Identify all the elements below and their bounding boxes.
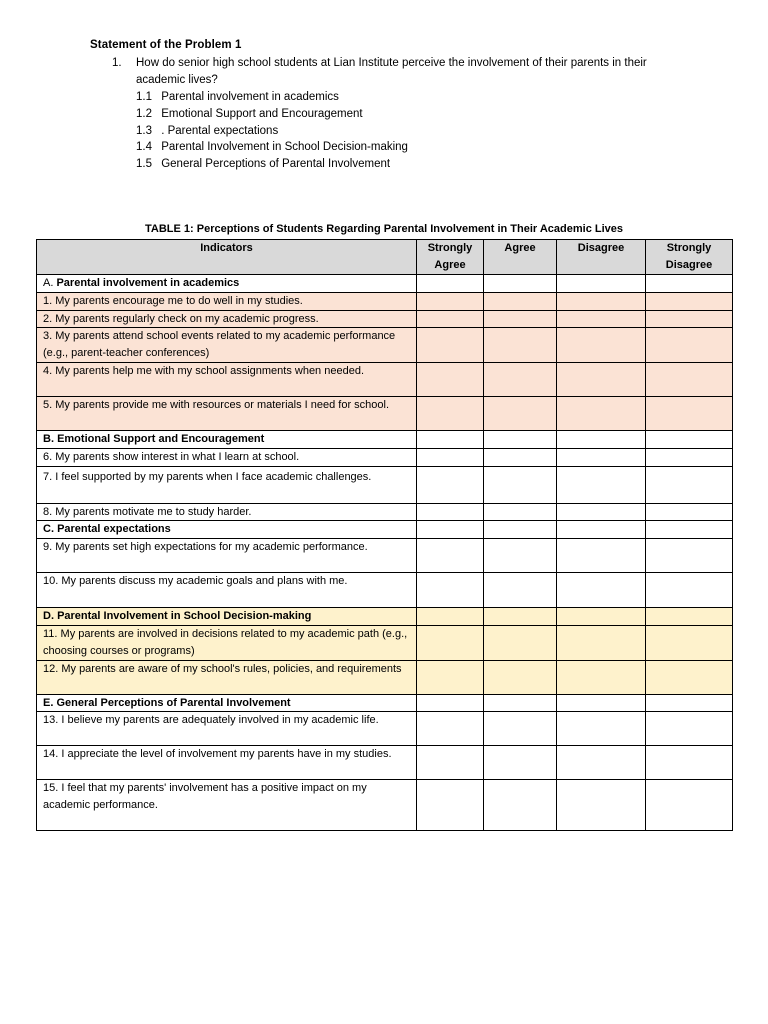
response-cell[interactable]: [646, 660, 733, 694]
response-cell: [484, 608, 557, 626]
response-cell: [646, 430, 733, 448]
indicator-cell: 1. My parents encourage me to do well in my studies.: [37, 292, 417, 310]
indicator-cell: 3. My parents attend school events related to my academic performance (e.g., parent-teacher conferences): [37, 328, 417, 363]
response-cell: [646, 608, 733, 626]
section-title: [37, 430, 417, 448]
response-cell[interactable]: [417, 362, 484, 396]
indicator-cell: 6. My parents show interest in what I learn at school.: [37, 448, 417, 466]
indicator-cell: 13. I believe my parents are adequately involved in my academic life.: [37, 712, 417, 746]
section-title: [37, 275, 417, 293]
table-row: [37, 625, 733, 660]
response-cell[interactable]: [417, 712, 484, 746]
sub-question: [136, 123, 408, 140]
response-cell[interactable]: [557, 625, 646, 660]
table-row: [37, 780, 733, 831]
response-cell[interactable]: [484, 310, 557, 328]
sub-question-text: Emotional Support and Encouragement: [161, 107, 363, 120]
response-cell: [557, 430, 646, 448]
section-row-b: [37, 430, 733, 448]
response-cell[interactable]: [557, 780, 646, 831]
response-cell[interactable]: [557, 292, 646, 310]
response-cell[interactable]: [484, 660, 557, 694]
table-row: [37, 712, 733, 746]
section-row-d: [37, 608, 733, 626]
section-letter: D.: [43, 610, 54, 623]
section-letter: C.: [43, 523, 54, 536]
sub-question-text: General Perceptions of Parental Involvement: [161, 158, 391, 171]
sub-question: [136, 139, 408, 156]
response-cell[interactable]: [557, 328, 646, 363]
section-row-c: [37, 521, 733, 539]
response-cell[interactable]: [417, 328, 484, 363]
response-cell: [417, 521, 484, 539]
response-cell[interactable]: [484, 625, 557, 660]
response-cell[interactable]: [484, 712, 557, 746]
indicator-cell: 11. My parents are involved in decisions related to my academic path (e.g., choosing courses or programs): [37, 625, 417, 660]
sub-question-code: 1.2: [136, 107, 152, 120]
response-cell[interactable]: [646, 292, 733, 310]
response-cell[interactable]: [417, 625, 484, 660]
section-name: Parental expectations: [57, 523, 171, 536]
response-cell[interactable]: [646, 573, 733, 608]
response-cell[interactable]: [646, 448, 733, 466]
response-cell[interactable]: [646, 328, 733, 363]
indicator-cell: 14. I appreciate the level of involvement my parents have in my studies.: [37, 746, 417, 780]
response-cell[interactable]: [557, 448, 646, 466]
response-cell: [484, 430, 557, 448]
sub-question-code: 1.4: [136, 141, 152, 154]
question-number: 1.: [112, 57, 122, 69]
perception-table: [36, 239, 733, 831]
sub-question-code: 1.1: [136, 91, 152, 103]
response-cell[interactable]: [557, 539, 646, 573]
response-cell[interactable]: [557, 746, 646, 780]
response-cell[interactable]: [417, 396, 484, 430]
response-cell[interactable]: [417, 310, 484, 328]
section-letter: A.: [43, 277, 54, 289]
sub-question-text: . Parental expectations: [161, 124, 279, 137]
response-cell[interactable]: [484, 292, 557, 310]
response-cell[interactable]: [417, 448, 484, 466]
section-letter: E.: [43, 696, 54, 709]
indicator-cell: 12. My parents are aware of my school's rules, policies, and requirements: [37, 660, 417, 694]
column-header-strongly-agree: Strongly Agree: [417, 240, 484, 275]
response-cell[interactable]: [417, 573, 484, 608]
response-cell[interactable]: [417, 503, 484, 521]
response-cell: [557, 521, 646, 539]
response-cell[interactable]: [646, 503, 733, 521]
column-header-disagree: Disagree: [557, 240, 646, 275]
response-cell[interactable]: [557, 660, 646, 694]
table-row: [37, 503, 733, 521]
column-header-strongly-disagree: Strongly Disagree: [646, 240, 733, 275]
response-cell[interactable]: [484, 780, 557, 831]
table-row: [37, 396, 733, 430]
response-cell: [484, 521, 557, 539]
indicator-cell: 15. I feel that my parents' involvement has a positive impact on my academic performance.: [37, 780, 417, 831]
section-name: General Perceptions of Parental Involvement: [56, 696, 291, 709]
sub-question-code: 1.3: [136, 124, 152, 137]
response-cell[interactable]: [484, 328, 557, 363]
statement-heading: Statement of the Problem 1: [90, 39, 242, 51]
column-header-agree: Agree: [484, 240, 557, 275]
response-cell[interactable]: [484, 539, 557, 573]
response-cell[interactable]: [557, 310, 646, 328]
response-cell[interactable]: [557, 396, 646, 430]
indicator-cell: 4. My parents help me with my school assignments when needed.: [37, 362, 417, 396]
response-cell[interactable]: [646, 780, 733, 831]
response-cell: [417, 430, 484, 448]
section-title: [37, 608, 417, 626]
response-cell[interactable]: [646, 746, 733, 780]
table-row: [37, 310, 733, 328]
response-cell[interactable]: [646, 362, 733, 396]
response-cell[interactable]: [417, 780, 484, 831]
section-title: [37, 694, 417, 712]
response-cell[interactable]: [646, 396, 733, 430]
section-title: [37, 521, 417, 539]
response-cell[interactable]: [557, 712, 646, 746]
indicator-cell: 10. My parents discuss my academic goals and plans with me.: [37, 573, 417, 608]
table-row: [37, 292, 733, 310]
response-cell[interactable]: [484, 503, 557, 521]
response-cell: [484, 694, 557, 712]
response-cell: [646, 275, 733, 293]
sub-question: [136, 156, 408, 173]
response-cell: [417, 694, 484, 712]
response-cell[interactable]: [646, 712, 733, 746]
column-header-indicators: Indicators: [37, 240, 417, 275]
sub-question-text: Parental Involvement in School Decision-making: [161, 141, 408, 154]
table-row: [37, 362, 733, 396]
table-header-row: [37, 240, 733, 275]
section-letter: B.: [43, 432, 54, 445]
indicator-cell: 2. My parents regularly check on my academic progress.: [37, 310, 417, 328]
response-cell[interactable]: [646, 625, 733, 660]
response-cell[interactable]: [484, 448, 557, 466]
sub-question-list: [136, 89, 408, 173]
response-cell: [417, 608, 484, 626]
response-cell[interactable]: [557, 362, 646, 396]
response-cell[interactable]: [484, 362, 557, 396]
response-cell[interactable]: [417, 466, 484, 503]
indicator-cell: 7. I feel supported by my parents when I face academic challenges.: [37, 466, 417, 503]
section-name: Emotional Support and Encouragement: [57, 432, 265, 445]
sub-question: [136, 89, 408, 106]
response-cell[interactable]: [557, 466, 646, 503]
response-cell[interactable]: [557, 503, 646, 521]
response-cell[interactable]: [417, 539, 484, 573]
sub-question-code: 1.5: [136, 158, 152, 171]
response-cell[interactable]: [484, 573, 557, 608]
section-name: Parental involvement in academics: [56, 277, 240, 289]
response-cell: [557, 275, 646, 293]
section-row-e: [37, 694, 733, 712]
indicator-cell: 9. My parents set high expectations for my academic performance.: [37, 539, 417, 573]
table-row: [37, 466, 733, 503]
response-cell[interactable]: [417, 660, 484, 694]
section-row-a: [37, 275, 733, 293]
response-cell[interactable]: [646, 310, 733, 328]
response-cell[interactable]: [646, 466, 733, 503]
table-row: [37, 539, 733, 573]
response-cell[interactable]: [417, 292, 484, 310]
response-cell[interactable]: [557, 573, 646, 608]
indicator-cell: 8. My parents motivate me to study harder.: [37, 503, 417, 521]
sub-question: [136, 106, 408, 123]
response-cell[interactable]: [417, 746, 484, 780]
table-row: [37, 573, 733, 608]
response-cell: [646, 521, 733, 539]
response-cell[interactable]: [646, 539, 733, 573]
table-row: [37, 448, 733, 466]
response-cell[interactable]: [484, 466, 557, 503]
response-cell: [557, 608, 646, 626]
table-row: [37, 328, 733, 363]
response-cell[interactable]: [484, 396, 557, 430]
response-cell[interactable]: [484, 746, 557, 780]
response-cell: [557, 694, 646, 712]
response-cell: [646, 694, 733, 712]
table-row: [37, 660, 733, 694]
table-caption: TABLE 1: Perceptions of Students Regarding Parental Involvement in Their Academic Lives: [145, 223, 623, 235]
table-row: [37, 746, 733, 780]
response-cell: [417, 275, 484, 293]
response-cell: [484, 275, 557, 293]
sub-question-text: Parental involvement in academics: [161, 91, 339, 103]
question-text: How do senior high school students at Lian Institute perceive the involvement of their parents in their academic lives?: [136, 57, 647, 86]
indicator-cell: 5. My parents provide me with resources or materials I need for school.: [37, 396, 417, 430]
section-name: Parental Involvement in School Decision-making: [57, 610, 312, 623]
